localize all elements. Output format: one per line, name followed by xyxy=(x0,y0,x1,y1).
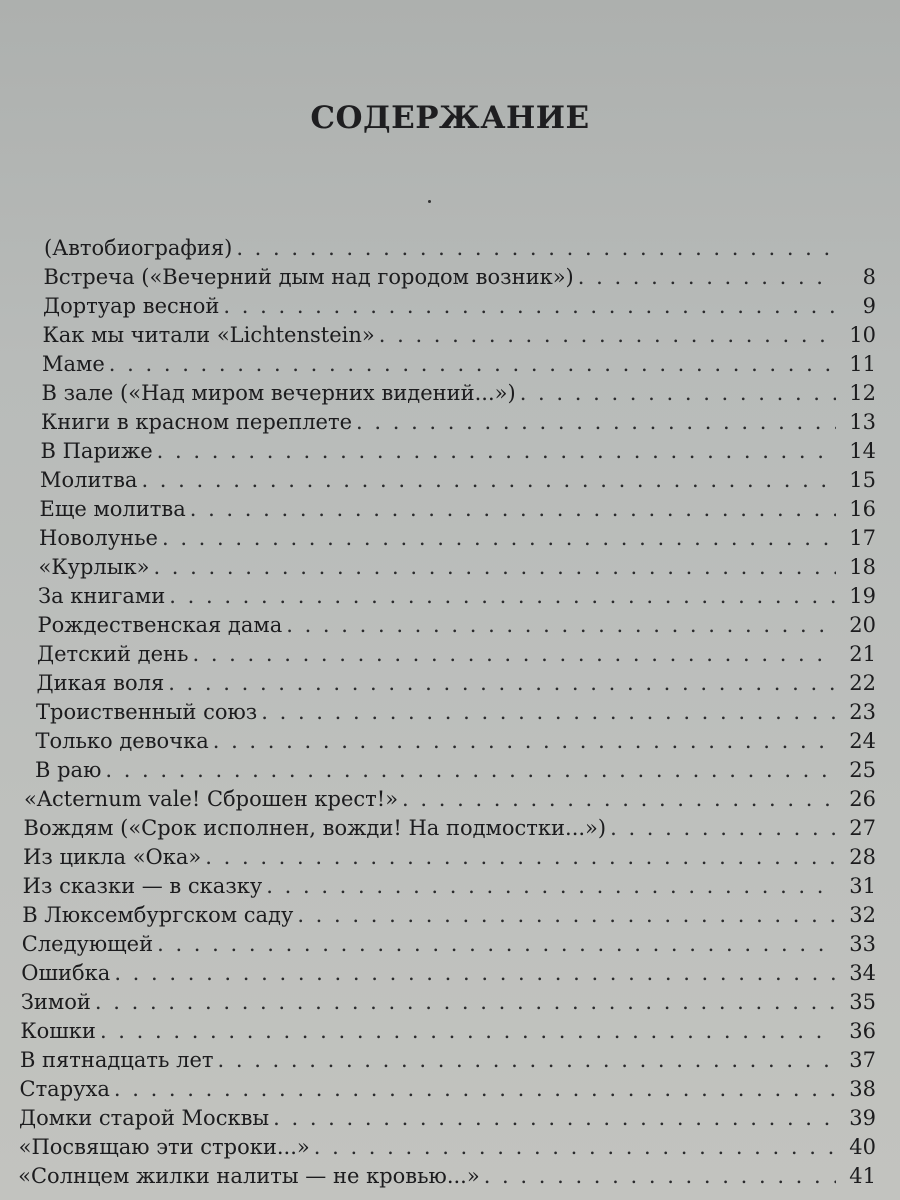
toc-entry xyxy=(42,349,876,379)
dot-leader xyxy=(223,291,836,321)
toc-entry xyxy=(43,320,877,350)
toc-entry xyxy=(24,813,876,843)
toc-entry-page-number: 17 xyxy=(849,526,876,550)
dot-leader xyxy=(266,871,836,901)
toc-entry-title: Как мы читали «Lichtenstein» xyxy=(42,323,375,347)
toc-entry-page-number: 31 xyxy=(849,874,876,898)
dot-leader xyxy=(157,929,836,959)
toc-entry-page-number: 13 xyxy=(849,410,876,434)
toc-entry-title: Рождественская дама xyxy=(37,613,283,637)
dot-leader xyxy=(157,436,836,466)
dot-leader xyxy=(484,1161,836,1191)
toc-entry-title: За книгами xyxy=(38,584,166,608)
toc-entry-title: Только девочка xyxy=(35,729,209,753)
dot-leader xyxy=(610,813,836,843)
toc-entry-page-number: 25 xyxy=(849,758,876,782)
ink-speck xyxy=(428,200,431,203)
toc-entry xyxy=(35,755,876,785)
dot-leader xyxy=(261,697,836,727)
toc-entry-title: В пятнадцать лет xyxy=(19,1048,214,1072)
toc-entry-title: Из сказки — в сказку xyxy=(22,874,263,898)
toc-entry-title: Дортуар весной xyxy=(43,294,220,318)
toc-entry xyxy=(36,697,876,727)
toc-entry xyxy=(44,233,876,263)
toc-entry-page-number: 11 xyxy=(849,352,876,376)
toc-entry xyxy=(37,668,877,698)
toc-entry-page-number: 23 xyxy=(849,700,876,724)
dot-leader xyxy=(153,552,836,582)
dot-leader xyxy=(520,378,836,408)
toc-entry-title: Ошибка xyxy=(21,961,111,985)
toc-entry xyxy=(20,1074,877,1104)
toc-entry-title: Домки старой Москвы xyxy=(19,1106,270,1130)
toc-entry-title: «Посвящаю эти строки...» xyxy=(18,1135,310,1159)
toc-entry xyxy=(18,1161,876,1191)
toc-entry-page-number: 21 xyxy=(849,642,876,666)
toc-entry xyxy=(42,378,877,408)
toc-entry xyxy=(36,726,877,756)
toc-entry-page-number: 8 xyxy=(862,265,876,289)
dot-leader xyxy=(95,987,836,1017)
page-title: СОДЕРЖАНИЕ xyxy=(310,100,590,136)
toc-entry-page-number: 16 xyxy=(849,497,876,521)
toc-entry-title: В зале («Над миром вечерних видений...») xyxy=(41,381,516,405)
toc-entry-page-number: 35 xyxy=(849,990,876,1014)
toc-entry-page-number: 24 xyxy=(849,729,876,753)
dot-leader xyxy=(236,233,836,263)
toc-entry-page-number: 27 xyxy=(849,816,876,840)
toc-entry-page-number: 41 xyxy=(849,1164,876,1188)
dot-leader xyxy=(162,523,836,553)
toc-entry xyxy=(38,581,876,611)
toc-entry xyxy=(23,842,876,872)
toc-entry-page-number: 37 xyxy=(849,1048,876,1072)
dot-leader xyxy=(314,1132,836,1162)
dot-leader xyxy=(190,494,836,524)
toc-entry-title: Вождям («Срок исполнен, вожди! На подмостки...») xyxy=(23,816,607,840)
dot-leader xyxy=(205,842,836,872)
dot-leader xyxy=(105,755,836,785)
toc-entry xyxy=(21,987,876,1017)
dot-leader xyxy=(169,581,836,611)
dot-leader xyxy=(286,610,836,640)
toc-entry xyxy=(21,958,876,988)
toc-entry-page-number: 26 xyxy=(849,787,876,811)
toc-entry xyxy=(43,291,876,321)
dot-leader xyxy=(213,726,836,756)
toc-entry xyxy=(40,465,876,495)
toc-entry-page-number: 36 xyxy=(849,1019,876,1043)
toc-entry-title: Встреча («Вечерний дым над городом возник») xyxy=(43,265,574,289)
dot-leader xyxy=(168,668,836,698)
toc-entry-title: «Солнцем жилки налиты — не кровью...» xyxy=(18,1164,480,1188)
toc-entry-title: Троиственный союз xyxy=(36,700,258,724)
dot-leader xyxy=(273,1103,836,1133)
dot-leader xyxy=(218,1045,837,1075)
dot-leader xyxy=(141,465,836,495)
toc-entry-page-number: 22 xyxy=(849,671,876,695)
toc-entry xyxy=(20,1016,876,1046)
toc-entry-page-number: 32 xyxy=(849,903,876,927)
toc-entry-title: В Люксембургском саду xyxy=(22,903,294,927)
dot-leader xyxy=(114,958,836,988)
toc-entry-page-number: 33 xyxy=(849,932,876,956)
toc-entry-title: В Париже xyxy=(40,439,153,463)
toc-entry-title: Зимой xyxy=(20,990,91,1014)
toc-entry-page-number: 18 xyxy=(849,555,876,579)
dot-leader xyxy=(192,639,836,669)
toc-entry-title: Еще молитва xyxy=(39,497,186,521)
toc-entry-title: Маме xyxy=(42,352,105,376)
toc-entry xyxy=(20,1045,876,1075)
dot-leader xyxy=(297,900,836,930)
toc-entry-page-number: 14 xyxy=(849,439,876,463)
toc-entry xyxy=(19,1132,876,1162)
toc-entry xyxy=(44,262,877,292)
toc-entry xyxy=(37,639,876,669)
toc-entry-title: Старуха xyxy=(19,1077,110,1101)
toc-entry xyxy=(39,523,876,553)
toc-entry xyxy=(41,436,877,466)
toc-entry xyxy=(40,494,877,524)
toc-entry-title: Следующей xyxy=(21,932,154,956)
toc-entry-page-number: 39 xyxy=(849,1106,876,1130)
toc-entry-page-number: 12 xyxy=(849,381,876,405)
toc-entry-page-number: 40 xyxy=(849,1135,876,1159)
dot-leader xyxy=(379,320,836,350)
toc-entry xyxy=(22,900,876,930)
toc-entry-title: Детский день xyxy=(37,642,189,666)
toc-entry xyxy=(41,407,876,437)
toc-entry xyxy=(23,871,876,901)
toc-entry xyxy=(38,610,877,640)
toc-entry-title: Молитва xyxy=(40,468,138,492)
dot-leader xyxy=(100,1016,836,1046)
toc-entry-title: «Курлык» xyxy=(38,555,150,579)
toc-entry-page-number: 34 xyxy=(849,961,876,985)
toc-entry-page-number: 20 xyxy=(849,613,876,637)
toc-entry-title: (Автобиография) xyxy=(44,236,233,260)
toc-entry xyxy=(19,1103,876,1133)
toc-entry xyxy=(24,784,876,814)
dot-leader xyxy=(578,262,836,292)
toc-entry-title: Кошки xyxy=(20,1019,96,1043)
toc-entry xyxy=(39,552,877,582)
toc-entry-page-number: 15 xyxy=(849,468,876,492)
toc-entry-page-number: 38 xyxy=(849,1077,876,1101)
toc-entry-page-number: 10 xyxy=(849,323,876,347)
toc-entry-title: Из цикла «Ока» xyxy=(23,845,202,869)
toc-entry xyxy=(22,929,876,959)
toc-entry-page-number: 19 xyxy=(849,584,876,608)
toc-entry-page-number: 28 xyxy=(849,845,876,869)
toc-entry-page-number: 9 xyxy=(862,294,876,318)
dot-leader xyxy=(114,1074,836,1104)
toc-entry-title: Новолунье xyxy=(39,526,158,550)
dot-leader xyxy=(109,349,836,379)
toc-entry-title: В раю xyxy=(35,758,102,782)
dot-leader xyxy=(356,407,836,437)
toc-entry-title: Дикая воля xyxy=(36,671,165,695)
dot-leader xyxy=(402,784,836,814)
toc-entry-title: Книги в красном переплете xyxy=(41,410,353,434)
toc-entry-title: «Acternum vale! Сброшен крест!» xyxy=(24,787,399,811)
